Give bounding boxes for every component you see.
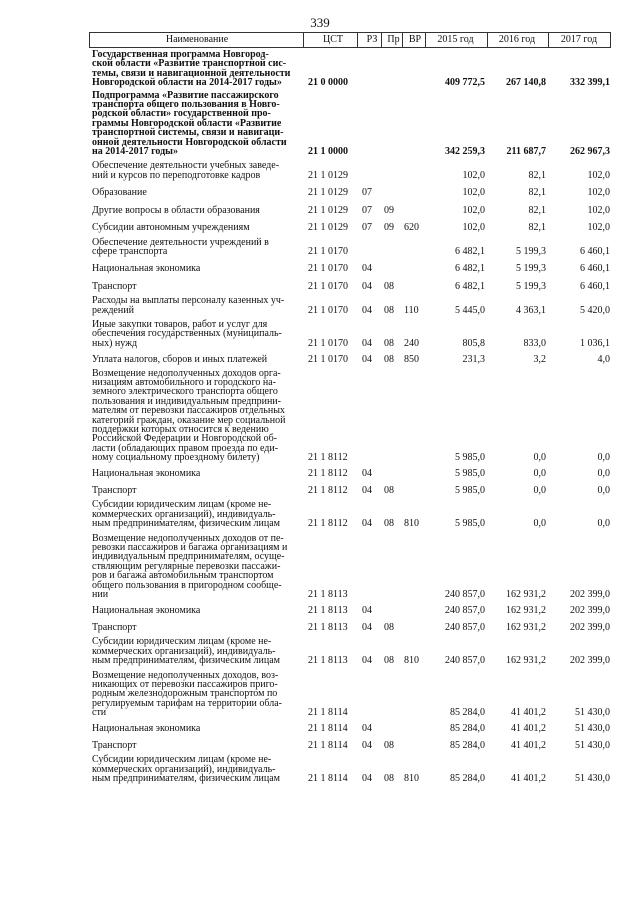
row-name-line: Транспорт bbox=[92, 739, 137, 751]
row-name-line: регулируемым тарифам на территории обла- bbox=[92, 697, 283, 709]
row-2015: 342 259,3 bbox=[445, 146, 485, 158]
row-2015: 85 284,0 bbox=[450, 722, 485, 734]
row-name-line: ний и курсов по переподготовке кадров bbox=[92, 169, 261, 181]
header-rz: РЗ bbox=[357, 33, 381, 47]
row-name-line: Национальная экономика bbox=[92, 722, 201, 734]
row-name-line: ных) нужд bbox=[92, 337, 138, 349]
row-name-line: Обеспечение деятельности учреждений в bbox=[92, 236, 269, 248]
table-header bbox=[89, 32, 611, 48]
row-2017: 5 420,0 bbox=[580, 304, 610, 316]
row-2016: 82,1 bbox=[528, 222, 546, 234]
row-name-line: Возмещение недополученных доходов, воз- bbox=[92, 669, 279, 681]
row-2015: 85 284,0 bbox=[450, 739, 485, 751]
row-2017: 262 967,3 bbox=[570, 146, 610, 158]
row-cst: 21 1 0129 bbox=[308, 169, 348, 181]
row-2017: 6 460,1 bbox=[580, 280, 610, 292]
row-rz: 04 bbox=[362, 722, 372, 734]
row-2015: 240 857,0 bbox=[445, 604, 485, 616]
row-name bbox=[89, 534, 303, 600]
row-vr: 810 bbox=[404, 655, 419, 667]
row-2015: 409 772,5 bbox=[445, 77, 485, 89]
row-name-line: Другие вопросы в области образования bbox=[92, 204, 260, 216]
row-cst: 21 1 0129 bbox=[308, 204, 348, 216]
row-name-line: Расходы на выплаты персоналу казенных уч- bbox=[92, 295, 285, 307]
row-rz: 07 bbox=[362, 204, 372, 216]
row-cst: 21 1 0000 bbox=[308, 146, 348, 158]
row-name-line: ров и багажа автомобильным транспортом bbox=[92, 570, 274, 582]
row-name-line: ствляющим регулярные перевозки пассажи- bbox=[92, 560, 281, 572]
row-2015: 240 857,0 bbox=[445, 655, 485, 667]
row-2017: 202 399,0 bbox=[570, 604, 610, 616]
row-name-line: мателям от перевозки пассажиров отдельных bbox=[92, 405, 285, 417]
row-2017: 51 430,0 bbox=[575, 722, 610, 734]
row-pr: 08 bbox=[384, 337, 394, 349]
row-name-line: ской области «Развитие транспортной сис- bbox=[92, 58, 287, 70]
row-2017: 51 430,0 bbox=[575, 739, 610, 751]
row-2015: 102,0 bbox=[462, 169, 485, 181]
row-name-line: никающих от перевозки пассажиров приго- bbox=[92, 678, 278, 690]
row-2017: 51 430,0 bbox=[575, 707, 610, 719]
row-name bbox=[89, 469, 303, 478]
row-2016: 41 401,2 bbox=[511, 707, 546, 719]
row-cst: 21 1 0129 bbox=[308, 187, 348, 199]
row-name-line: земного электрического транспорта общего bbox=[92, 386, 278, 398]
row-rz: 04 bbox=[362, 280, 372, 292]
row-name-line: Иные закупки товаров, работ и услуг для bbox=[92, 318, 268, 330]
row-cst: 21 1 0170 bbox=[308, 354, 348, 366]
row-cst: 21 1 8114 bbox=[308, 722, 348, 734]
row-cst: 21 1 8113 bbox=[308, 589, 348, 601]
table-row bbox=[89, 500, 611, 528]
row-name-line: ным предпринимателям, физическим лицам bbox=[92, 655, 281, 667]
row-cst: 21 1 0170 bbox=[308, 337, 348, 349]
row-name-line: обеспечения государственных (муниципаль- bbox=[92, 328, 282, 340]
row-rz: 04 bbox=[362, 739, 372, 751]
row-name bbox=[89, 282, 303, 291]
row-2016: 82,1 bbox=[528, 204, 546, 216]
row-name bbox=[89, 755, 303, 783]
table-row bbox=[89, 238, 611, 257]
row-name bbox=[89, 637, 303, 665]
row-rz: 07 bbox=[362, 187, 372, 199]
header-pr: Пр bbox=[381, 33, 402, 47]
table-row bbox=[89, 637, 611, 665]
row-2016: 3,2 bbox=[533, 354, 546, 366]
row-2017: 102,0 bbox=[587, 169, 610, 181]
row-vr: 620 bbox=[404, 222, 419, 234]
header-name: Наименование bbox=[89, 33, 303, 47]
row-cst: 21 1 8112 bbox=[308, 452, 348, 464]
row-2016: 82,1 bbox=[528, 187, 546, 199]
row-2017: 332 399,1 bbox=[570, 77, 610, 89]
row-cst: 21 1 8113 bbox=[308, 604, 348, 616]
row-name bbox=[89, 238, 303, 257]
row-name-line: родской области» государственной про- bbox=[92, 108, 271, 120]
row-2017: 0,0 bbox=[597, 485, 610, 497]
row-2016: 0,0 bbox=[533, 518, 546, 530]
row-2017: 51 430,0 bbox=[575, 773, 610, 785]
row-name-line: пользования и индивидуальным предприни- bbox=[92, 395, 281, 407]
row-cst: 21 1 8114 bbox=[308, 739, 348, 751]
row-pr: 08 bbox=[384, 304, 394, 316]
row-pr: 08 bbox=[384, 739, 394, 751]
row-name bbox=[89, 264, 303, 273]
row-rz: 04 bbox=[362, 337, 372, 349]
row-name-line: сфере транспорта bbox=[92, 245, 168, 257]
row-2015: 102,0 bbox=[462, 187, 485, 199]
table-row bbox=[89, 320, 611, 348]
row-name-line: общего пользования в пригородном сообще- bbox=[92, 579, 282, 591]
row-2016: 41 401,2 bbox=[511, 739, 546, 751]
row-2017: 102,0 bbox=[587, 187, 610, 199]
row-2017: 202 399,0 bbox=[570, 621, 610, 633]
row-2016: 162 931,2 bbox=[506, 655, 546, 667]
row-2017: 4,0 bbox=[597, 354, 610, 366]
row-name-line: ласти (обладающих правом проезда по еди- bbox=[92, 442, 279, 454]
row-cst: 21 1 8114 bbox=[308, 707, 348, 719]
row-pr: 08 bbox=[384, 773, 394, 785]
row-name bbox=[89, 320, 303, 348]
row-cst: 21 1 0129 bbox=[308, 222, 348, 234]
row-2017: 202 399,0 bbox=[570, 589, 610, 601]
budget-table bbox=[89, 32, 611, 784]
table-row bbox=[89, 296, 611, 315]
row-name bbox=[89, 91, 303, 157]
row-2016: 162 931,2 bbox=[506, 621, 546, 633]
row-vr: 240 bbox=[404, 337, 419, 349]
row-name-line: Российской Федерации и Новгородской об- bbox=[92, 433, 278, 445]
row-2015: 6 482,1 bbox=[455, 263, 485, 275]
table-row bbox=[89, 264, 611, 273]
row-name-line: Субсидии юридическим лицам (кроме не- bbox=[92, 499, 272, 511]
row-name-line: Национальная экономика bbox=[92, 263, 201, 275]
row-name-line: граммы Новгородской области «Развитие bbox=[92, 117, 282, 129]
row-rz: 04 bbox=[362, 621, 372, 633]
row-name-line: Субсидии автономным учреждениям bbox=[92, 222, 250, 234]
row-2017: 102,0 bbox=[587, 204, 610, 216]
row-rz: 04 bbox=[362, 773, 372, 785]
row-2016: 833,0 bbox=[523, 337, 546, 349]
row-name-line: темы, связи и навигационной деятельности bbox=[92, 67, 291, 79]
row-rz: 04 bbox=[362, 304, 372, 316]
row-name bbox=[89, 206, 303, 215]
row-name-line: родным железнодорожным транспортом по bbox=[92, 688, 278, 700]
row-name-line: Субсидии юридическим лицам (кроме не- bbox=[92, 636, 272, 648]
row-cst: 21 1 8113 bbox=[308, 655, 348, 667]
row-name-line: Государственная программа Новгород- bbox=[92, 49, 269, 60]
row-2016: 4 363,1 bbox=[516, 304, 546, 316]
row-name bbox=[89, 671, 303, 718]
row-name-line: Образование bbox=[92, 187, 147, 199]
row-2017: 202 399,0 bbox=[570, 655, 610, 667]
row-2017: 1 036,1 bbox=[580, 337, 610, 349]
row-rz: 04 bbox=[362, 467, 372, 479]
row-vr: 850 bbox=[404, 354, 419, 366]
table-row bbox=[89, 369, 611, 463]
row-2017: 0,0 bbox=[597, 467, 610, 479]
table-row bbox=[89, 534, 611, 600]
row-cst: 21 1 8113 bbox=[308, 621, 348, 633]
row-2015: 805,8 bbox=[462, 337, 485, 349]
row-name bbox=[89, 161, 303, 180]
table-row bbox=[89, 486, 611, 495]
row-2017: 6 460,1 bbox=[580, 245, 610, 257]
row-rz: 04 bbox=[362, 604, 372, 616]
row-vr: 810 bbox=[404, 518, 419, 530]
row-cst: 21 1 0170 bbox=[308, 304, 348, 316]
table-row bbox=[89, 606, 611, 615]
row-name bbox=[89, 223, 303, 232]
row-pr: 08 bbox=[384, 485, 394, 497]
row-cst: 21 1 0170 bbox=[308, 280, 348, 292]
row-2015: 5 985,0 bbox=[455, 518, 485, 530]
row-rz: 04 bbox=[362, 354, 372, 366]
row-2016: 5 199,3 bbox=[516, 245, 546, 257]
row-name-line: Возмещение недополученных доходов от пе- bbox=[92, 532, 284, 544]
row-2017: 102,0 bbox=[587, 222, 610, 234]
row-name bbox=[89, 188, 303, 197]
row-name-line: Национальная экономика bbox=[92, 467, 201, 479]
table-row bbox=[89, 469, 611, 478]
table-row bbox=[89, 355, 611, 364]
table-row bbox=[89, 623, 611, 632]
row-2016: 267 140,8 bbox=[506, 77, 546, 89]
row-2015: 5 985,0 bbox=[455, 467, 485, 479]
row-name-line: Обеспечение деятельности учебных заведе- bbox=[92, 160, 280, 172]
row-2016: 41 401,2 bbox=[511, 722, 546, 734]
row-cst: 21 1 8112 bbox=[308, 467, 348, 479]
row-name-line: коммерческих организаций), индивидуаль- bbox=[92, 763, 276, 775]
row-pr: 08 bbox=[384, 280, 394, 292]
row-cst: 21 1 8112 bbox=[308, 518, 348, 530]
row-rz: 04 bbox=[362, 485, 372, 497]
row-pr: 09 bbox=[384, 222, 394, 234]
row-name-line: сти bbox=[92, 707, 107, 719]
row-2015: 5 985,0 bbox=[455, 452, 485, 464]
row-name-line: Новгородской области на 2014-2017 годы» bbox=[92, 77, 282, 89]
row-name-line: категорий граждан, оказание мер социальной bbox=[92, 414, 286, 426]
row-2015: 102,0 bbox=[462, 204, 485, 216]
row-name-line: Транспорт bbox=[92, 621, 137, 633]
header-2015: 2015 год bbox=[425, 33, 487, 47]
row-2016: 5 199,3 bbox=[516, 263, 546, 275]
row-pr: 08 bbox=[384, 655, 394, 667]
row-2015: 240 857,0 bbox=[445, 621, 485, 633]
row-name-line: поддержки которых относится к ведению bbox=[92, 424, 269, 435]
table-row bbox=[89, 223, 611, 232]
row-name bbox=[89, 500, 303, 528]
row-cst: 21 0 0000 bbox=[308, 77, 348, 89]
row-rz: 04 bbox=[362, 518, 372, 530]
row-name bbox=[89, 724, 303, 733]
row-2016: 0,0 bbox=[533, 452, 546, 464]
row-name-line: транспортной системы, связи и навигаци- bbox=[92, 127, 284, 139]
row-name-line: Субсидии юридическим лицам (кроме не- bbox=[92, 754, 272, 766]
table-body bbox=[89, 50, 611, 784]
row-2015: 5 985,0 bbox=[455, 485, 485, 497]
row-2017: 6 460,1 bbox=[580, 263, 610, 275]
table-row bbox=[89, 188, 611, 197]
row-name-line: ревозки пассажиров и багажа организациям и bbox=[92, 542, 288, 554]
row-2016: 5 199,3 bbox=[516, 280, 546, 292]
table-row bbox=[89, 755, 611, 783]
row-name-line: реждений bbox=[92, 304, 134, 316]
row-name bbox=[89, 623, 303, 632]
row-rz: 07 bbox=[362, 222, 372, 234]
row-pr: 08 bbox=[384, 518, 394, 530]
row-name bbox=[89, 50, 303, 88]
row-2016: 0,0 bbox=[533, 467, 546, 479]
row-name-line: Транспорт bbox=[92, 485, 137, 497]
row-name-line: Подпрограмма «Развитие пассажирского bbox=[92, 89, 279, 101]
row-cst: 21 1 0170 bbox=[308, 245, 348, 257]
table-row bbox=[89, 671, 611, 718]
row-pr: 08 bbox=[384, 354, 394, 366]
header-2016: 2016 год bbox=[487, 33, 548, 47]
table-row bbox=[89, 206, 611, 215]
row-2016: 0,0 bbox=[533, 485, 546, 497]
row-name-line: Уплата налогов, сборов и иных платежей bbox=[92, 354, 268, 366]
row-name bbox=[89, 355, 303, 364]
row-cst: 21 1 0170 bbox=[308, 263, 348, 275]
row-2017: 0,0 bbox=[597, 452, 610, 464]
row-rz: 04 bbox=[362, 263, 372, 275]
row-2015: 6 482,1 bbox=[455, 245, 485, 257]
row-2015: 240 857,0 bbox=[445, 589, 485, 601]
row-pr: 08 bbox=[384, 621, 394, 633]
row-2015: 6 482,1 bbox=[455, 280, 485, 292]
row-2015: 85 284,0 bbox=[450, 773, 485, 785]
header-vr: ВР bbox=[402, 33, 425, 47]
row-name bbox=[89, 486, 303, 495]
row-name-line: ным предпринимателям, физическим лицам bbox=[92, 518, 281, 530]
row-cst: 21 1 8114 bbox=[308, 773, 348, 785]
table-row bbox=[89, 724, 611, 733]
header-2017: 2017 год bbox=[548, 33, 611, 47]
row-name-line: коммерческих организаций), индивидуаль- bbox=[92, 645, 276, 657]
row-pr: 09 bbox=[384, 204, 394, 216]
row-2015: 5 445,0 bbox=[455, 304, 485, 316]
row-name-line: коммерческих организаций), индивидуаль- bbox=[92, 508, 276, 520]
page-number: 339 bbox=[310, 15, 330, 30]
row-name-line: Возмещение недополученных доходов орга- bbox=[92, 367, 281, 379]
row-name bbox=[89, 296, 303, 315]
header-cst: ЦСТ bbox=[303, 33, 357, 47]
row-vr: 810 bbox=[404, 773, 419, 785]
row-name-line: на 2014-2017 годы» bbox=[92, 146, 178, 158]
row-name-line: транспорта общего пользования в Новго- bbox=[92, 99, 280, 111]
row-2016: 162 931,2 bbox=[506, 589, 546, 601]
row-name-line: низациям автомобильного и городского на- bbox=[92, 376, 276, 388]
table-row bbox=[89, 91, 611, 157]
row-2015: 85 284,0 bbox=[450, 707, 485, 719]
row-name bbox=[89, 606, 303, 615]
row-name-line: индивидуальным предпринимателям, осуще- bbox=[92, 551, 285, 563]
row-cst: 21 1 8112 bbox=[308, 485, 348, 497]
row-2015: 102,0 bbox=[462, 222, 485, 234]
row-2017: 0,0 bbox=[597, 518, 610, 530]
row-vr: 110 bbox=[404, 304, 419, 316]
table-row bbox=[89, 50, 611, 88]
row-name-line: Транспорт bbox=[92, 280, 137, 292]
row-name bbox=[89, 369, 303, 463]
row-2015: 231,3 bbox=[462, 354, 485, 366]
row-2016: 41 401,2 bbox=[511, 773, 546, 785]
row-name bbox=[89, 741, 303, 750]
row-name-line: ному социальному проездному билету) bbox=[92, 452, 260, 464]
row-name-line: нии bbox=[92, 589, 109, 601]
table-row bbox=[89, 741, 611, 750]
table-row bbox=[89, 161, 611, 180]
row-2016: 82,1 bbox=[528, 169, 546, 181]
row-rz: 04 bbox=[362, 655, 372, 667]
table-row bbox=[89, 282, 611, 291]
row-2016: 162 931,2 bbox=[506, 604, 546, 616]
row-name-line: онной деятельности Новгородской области bbox=[92, 136, 287, 148]
row-2016: 211 687,7 bbox=[506, 146, 546, 158]
row-name-line: ным предпринимателям, физическим лицам bbox=[92, 773, 281, 785]
row-name-line: Национальная экономика bbox=[92, 604, 201, 616]
